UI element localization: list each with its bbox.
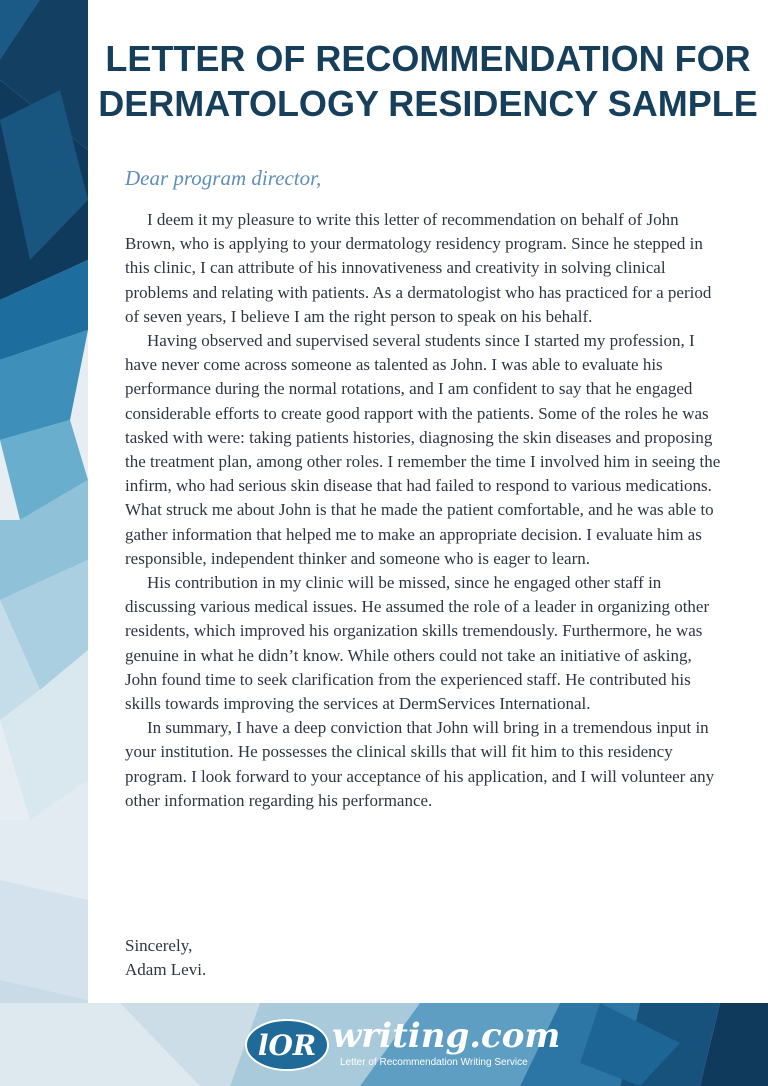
brand-name: writing.com bbox=[332, 1016, 561, 1056]
page-title: LETTER OF RECOMMENDATION FOR DERMATOLOGY RESIDENCY SAMPLE bbox=[98, 38, 758, 124]
letter-paragraph: His contribution in my clinic will be missed, since he engaged other staff in discussing various medical issues. He assumed the role of a leader in organizing other residents, which improved his organization skills tremendously. Furthermore, he was genuine in what he didn’t know. While others could not take an initiative of asking, John found time to seek clarification from the experienced staff. He contributed his skills towards improving the services at DermServices International. bbox=[125, 573, 710, 714]
lor-oval-logo-icon bbox=[244, 1018, 330, 1072]
letter-closing-block bbox=[125, 934, 206, 982]
brand-logo-text: lOR bbox=[257, 1029, 317, 1062]
letter-paragraph: I deem it my pleasure to write this letter of recommendation on behalf of John Brown, who is applying to your dermatology residency program. Since he stepped in this clinic, I can attribute of his innovativeness and creativity in solving clinical problems and relating with patients. As a dermatologist who has practiced for a period of seven years, I believe I am the right person to speak on his behalf. bbox=[125, 210, 712, 326]
left-decorative-strip bbox=[0, 0, 88, 1086]
brand-tagline: Letter of Recommendation Writing Service bbox=[340, 1057, 528, 1068]
brand-logo-block bbox=[244, 1016, 561, 1076]
letter-body bbox=[125, 208, 725, 813]
letter-closing: Sincerely, bbox=[125, 936, 193, 955]
letter-salutation: Dear program director, bbox=[125, 166, 322, 190]
letter-paragraph: In summary, I have a deep conviction that John will bring in a tremendous input in your institution. He possesses the clinical skills that will fit him to this residency program. I look forward to your acceptance of his application, and I will volunteer any other information regarding his performance. bbox=[125, 718, 715, 810]
letter-paragraph: Having observed and supervised several students since I started my profession, I have never come across someone as talented as John. I was able to evaluate his performance during the normal rotations, and I am confident to say that he engaged considerable efforts to create good rapport with the patients. Some of the roles he was tasked with were: taking patients histories, diagnosing the skin diseases and proposing the treatment plan, among other roles. I remember the time I involved him in seeing the infirm, who had serious skin disease that had failed to respond to various medications. What struck me about John is that he made the patient comfortable, and he was able to gather information that helped me to make an appropriate decision. I evaluate him as responsible, independent thinker and someone who is eager to learn. bbox=[125, 331, 721, 568]
letter-signature: Adam Levi. bbox=[125, 960, 207, 980]
